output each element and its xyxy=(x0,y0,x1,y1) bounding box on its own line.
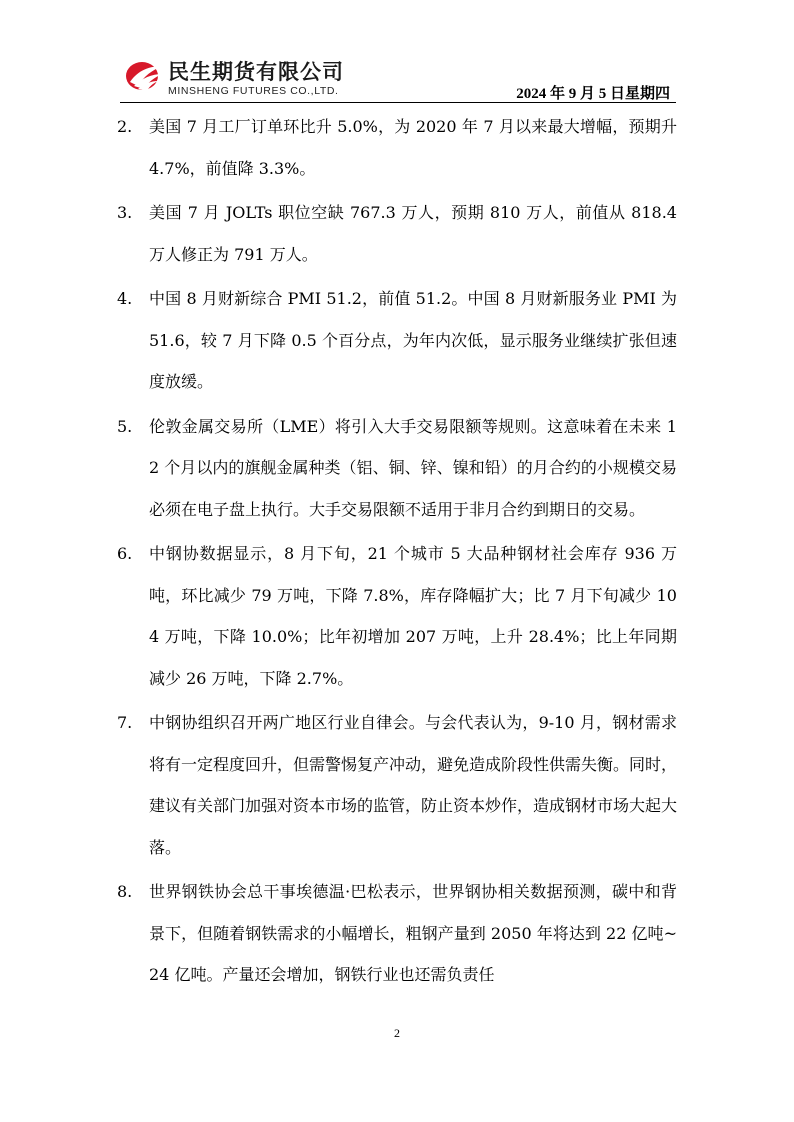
minsheng-logo-icon xyxy=(124,60,164,92)
list-item-number: 2. xyxy=(117,117,133,136)
list-item-text: 中国 8 月财新综合 PMI 51.2，前值 51.2。中国 8 月财新服务业 PMI 为 51.6，较 7 月下降 0.5 个百分点，为年内次低，显示服务业继续扩张但速度放缓。 xyxy=(149,289,677,391)
list-item-number: 5. xyxy=(117,416,133,436)
list-item xyxy=(117,406,677,531)
list-item xyxy=(117,871,677,996)
page-number: 2 xyxy=(394,1026,400,1040)
list-item xyxy=(117,533,677,699)
list-item-text: 中钢协数据显示，8 月下旬，21 个城市 5 大品种钢材社会库存 936 万吨，环比减少 79 万吨，下降 7.8%，库存降幅扩大；比 7 月下旬减少 104 万吨，下降 10.0%；比年初增加 207 万吨，上升 28.4%；比上年同期减少 26 万吨，下降 2.7%。 xyxy=(149,544,677,688)
list-item xyxy=(117,278,677,403)
list-item-text: 中钢协组织召开两广地区行业自律会。与会代表认为，9-10 月，钢材需求将有一定程度回升，但需警惕复产冲动，避免造成阶段性供需失衡。同时，建议有关部门加强对资本市场的监管，防止资本炒作，造成钢材市场大起大落。 xyxy=(149,713,678,857)
list-item-text: 世界钢铁协会总干事埃德温·巴松表示，世界钢协相关数据预测，碳中和背景下，但随着钢铁需求的小幅增长，粗钢产量到 2050 年将达到 22 亿吨~24 亿吨。产量还会增加，钢铁行业也还需负责任 xyxy=(149,882,677,984)
company-logo xyxy=(124,56,384,100)
page-header xyxy=(120,54,676,106)
list-item xyxy=(117,106,677,189)
list-item xyxy=(117,192,677,275)
list-item-text: 美国 7 月工厂订单环比升 5.0%，为 2020 年 7 月以来最大增幅，预期升 4.7%，前值降 3.3%。 xyxy=(149,117,677,178)
list-item-number: 7. xyxy=(117,713,133,732)
list-item-number: 4. xyxy=(117,289,133,308)
list-item xyxy=(117,702,677,868)
list-item-text: 美国 7 月 JOLTs 职位空缺 767.3 万人，预期 810 万人，前值从 818.4 万人修正为 791 万人。 xyxy=(149,203,677,264)
list-item-text: 伦敦金属交易所（LME）将引入大手交易限额等规则。这意味着在未来 12 个月以内的旗舰金属种类（铝、铜、锌、镍和铅）的月合约的小规模交易必须在电子盘上执行。大手交易限额不适用于非月合约到期日的交易。 xyxy=(149,416,677,519)
report-date: 2024 年 9 月 5 日星期四 xyxy=(516,86,670,102)
company-name-cn: 民生期货有限公司 xyxy=(168,60,344,84)
news-list xyxy=(117,106,677,999)
list-item-number: 8. xyxy=(117,882,133,901)
list-item-number: 3. xyxy=(117,203,133,222)
company-name-en: MINSHENG FUTURES CO.,LTD. xyxy=(168,85,339,97)
header-divider xyxy=(120,102,676,103)
list-item-number: 6. xyxy=(117,544,133,563)
